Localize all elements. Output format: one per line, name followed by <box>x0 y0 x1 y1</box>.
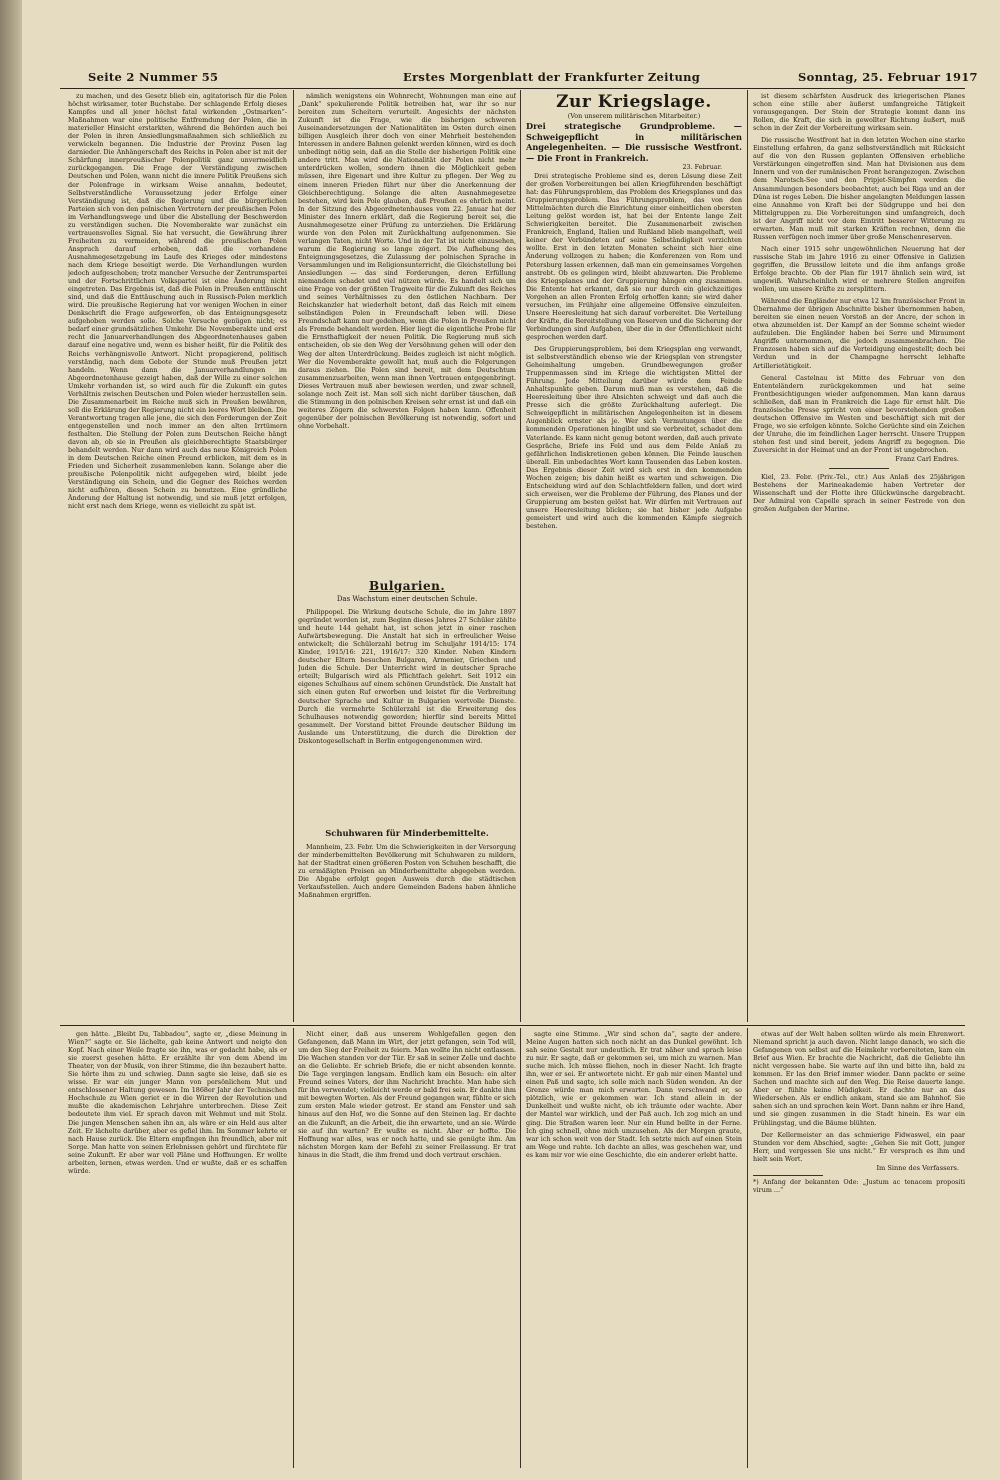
kriegslage-text-1: Drei strategische Probleme sind es, deren Lösung diese Zeit der großen Vorbereitungen bei allen Kriegführenden beschäftigt hat: das Führungsproblem, das Problem des Kriegsplanes und das Gruppierungsproblem. Das Führungsproblem, das von den Mittelmächten durch die Einrichtung einer einheitlichen obersten Leitung gelöst worden ist, hat bei der Entente lange Zeit Schwierigkeiten bereitet. Die Zusammenarbeit zwischen Frankreich, England, Italien und Rußland blieb mangelhaft, weil keiner der Verbündeten auf seine Selbständigkeit verzichten wollte. Erst in den letzten Monaten scheint sich hier eine Änderung vollzogen zu haben; die Konferenzen von Rom und Petersburg lassen erkennen, daß man ein gemeinsames Vorgehen anstrebt. Ob es gelingen wird, bleibt abzuwarten. Die Probleme des Kriegsplanes und der Gruppierung hängen eng zusammen. Die Entente hat erkannt, daß sie nur durch ein gleichzeitiges Vorgehen an allen Fronten Erfolg erhoffen kann; sie wird daher versuchen, im Frühjahr eine allgemeine Offensive einzuleiten. Unsere Heeresleitung hat sich darauf vorbereitet. Die Verteilung der Kräfte, die Bereitstellung von Reserven und die Sicherung der Verbindungen sind Aufgaben, über die in der Öffentlichkeit nicht gesprochen werden darf. <box>526 172 742 341</box>
bulgarien-subtitle: Das Wachstum einer deutschen Schule. <box>336 595 478 603</box>
kriegslage-title: Zur Kriegslage. <box>556 92 712 112</box>
column-divider <box>293 1028 294 1468</box>
kriegslage-text-2: Des Gruppierungsproblem, bei dem Kriegsplan eng verwandt, ist selbstverständlich ebenso wie der Kriegsplan von strengster Geheimhaltung umgeben. Grundbewegungen großer Truppenmassen sind im Kriege die wichtigsten Mittel der Führung. Jede Mitteilung darüber würde dem Feinde Anhaltspunkte geben. Darum muß man es verstehen, daß die Heeresleitung über ihre Absichten schweigt und daß auch die Presse sich die größte Zurückhaltung auferlegt. Die Schweigepflicht in militärischen Angelegenheiten ist in diesem Augenblick ernster als je. Wer sich Vermutungen über die kommenden Operationen hingibt und sie verbreitet, schadet dem Vaterlande. Es kann nicht genug betont werden, daß auch private Gespräche, Briefe ins Feld und aus dem Felde Anlaß zu gefährlichen Indiskretionen geben können. Die Feinde lauschen überall. Ein unbedachtes Wort kann Tausenden das Leben kosten. Das Ergebnis dieser Zeit wird sich erst in den kommenden Wochen zeigen; bis dahin heißt es warten und schweigen. Die Entscheidung wird auf den Schlachtfeldern fallen, und dort wird sich erweisen, wer die Probleme der Führung, des Planes und der Gruppierung am besten gelöst hat. Wir dürfen mit Vertrauen auf unsere Heeresleitung blicken; sie hat bisher jede Aufgabe gemeistert und wird auch die kommenden Kämpfe siegreich bestehen. <box>526 344 742 531</box>
feuilleton-rule <box>60 1025 965 1026</box>
column-4-text-1: ist diesem schärfsten Ausdruck des kriegerischen Planes schon eine stille aber äußerst umfangreiche Tätigkeit vorausgegangen. Der Stein der Strategie kommt dann ins Rollen, die Kraft, die sich in gewollter Richtung äußert, muß schon in der Zeit der Vorbereitung wirksam sein. <box>753 92 965 133</box>
article-column-4 <box>753 92 965 1020</box>
kiel-note: Kiel, 23. Febr. (Priv.-Tel., ctr.) Aus Anlaß des 25jährigen Bestehens der Marineakademie haben Vertreter der Wissenschaft und der Flotte ihre Glückwünsche dargebracht. Der Admiral von Capelle sprach in seiner Festrede von den großen Aufgaben der Marine. <box>753 473 965 514</box>
feuilleton-text-3: sagte eine Stimme. „Wir sind schon da“, sagte der andere. Meine Augen hatten sich noch nicht an das Dunkel gewöhnt. Ich sah seine Gestalt nur undeutlich. Er trat näher und sprach leise zu mir. Er sagte, daß er gekommen sei, um mich zu warnen. Man suche mich. Ich müsse fliehen, noch in dieser Nacht. Ich fragte ihn, wer er sei. Er antwortete nicht. Er gab mir einen Mantel und einen Paß und sagte, ich solle mich nach Süden wenden. An der Grenze würde man mich erwarten. Dann verschwand er, so plötzlich, wie er gekommen war. Ich stand allein in der Dunkelheit und wußte nicht, ob ich träumte oder wachte. Aber der Mantel war wirklich, und der Paß auch. Ich zog mich an und ging. Die Straßen waren leer. Nur ein Hund bellte in der Ferne. Ich ging schnell, ohne mich umzusehen. Als der Morgen graute, war ich schon weit von der Stadt. Ich setzte mich auf einen Stein am Wege und ruhte. Ich dachte an alles, was geschehen war, und es kam mir vor wie eine Geschichte, die ein anderer erlebt hatte. <box>526 1030 742 1159</box>
header-masthead: Erstes Morgenblatt der Frankfurter Zeitung <box>403 70 701 84</box>
feuilleton-text-1: gen hätte. „Bleibt Du, Tabbadou“, sagte er, „diese Meinung in Wien?“ sagte er. Sie lächelte, gab keine Antwort und neigte den Kopf. Nach einer Weile fragte sie ihn, was er gedacht habe, als er sie zuerst gesehen hätte. Er erzählte ihr von dem Abend im Theater, von der Musik, von ihrer Stimme, die ihn bezaubert hatte. Sie hörte ihm zu und schwieg. Dann sagte sie leise, daß sie es wisse. Er war ein junger Mann von persönlichem Mut und entschlossener Haltung gewesen. Im 1868er Jahr der Technischen Hochschule zu Wien geriet er in die Wirren der Revolution und mußte die akademischen Lehrjahre unterbrechen. Diese Zeit bedeutete ihm viel. Er sprach davon mit Wehmut und mit Stolz. Die jungen Menschen sahen ihn an, als wäre er ein Held aus alter Zeit. Er lächelte darüber, aber es gefiel ihm. Im Sommer kehrte er nach Hause zurück. Die Eltern empfingen ihn freundlich, aber mit Sorge. Man hatte von seinen Erlebnissen gehört und fürchtete für seine Zukunft. Er aber war voll Pläne und Hoffnungen. Er wollte arbeiten, lernen, etwas werden. Und er wußte, daß er es schaffen würde. <box>68 1030 287 1175</box>
feuilleton-column-3 <box>526 1030 742 1470</box>
footnote: *) Anfang der bekannten Ode: „Justum ac tenacem propositi virum ...“ <box>753 1177 965 1194</box>
article-column-2 <box>298 92 516 572</box>
article-column-1 <box>68 92 287 1020</box>
footnote-rule <box>753 1175 823 1176</box>
column-divider <box>747 1028 748 1468</box>
header-page-number: Seite 2 Nummer 55 <box>88 70 219 84</box>
feuilleton-column-4 <box>753 1030 965 1470</box>
bulgarien-article <box>298 578 516 1020</box>
bulgarien-title: Bulgarien. <box>368 579 445 593</box>
column-4-text-4: Während die Engländer nur etwa 12 km französischer Front in Übernahme der übrigen Abschnitte bisher übernommen haben, bereiten sie einen neuen Vorstoß an der Ancre, der schon in etwa abzumelden ist. Der Kampf an der Somme scheint wieder aufzuleben. Die Engländer haben bei Serre und Miraumont Angriffe unternommen, die jedoch zusammenbrachen. Die Franzosen haben sich auf die Verteidigung eingestellt; doch bei Verdun und in der Champagne herrscht lebhafte Artillerietätigkeit. <box>753 297 965 370</box>
schuhwaren-text: Mannheim, 23. Febr. Um die Schwierigkeiten in der Versorgung der minderbemittelten Bevölkerung mit Schuhwaren zu mildern, hat der Stadtrat einen größeren Posten von Schuhen beschafft, die zu ermäßigten Preisen an Minderbemittelte abgegeben werden. Die Abgabe erfolgt gegen Ausweis durch die städtischen Verkaufsstellen. Auch andere Gemeinden Badens haben ähnliche Maßnahmen ergriffen. <box>298 843 516 900</box>
column-2-text: nämlich wenigstens ein Wohnrecht, Wohnungen man eine auf „Dank“ spekulierende Politik betreiben hat, war ihr so nur bereiten zum Scheitern verurteilt. Angesichts der nächsten Zukunft ist die Frage, wie die bisherigen schweren Auseinandersetzungen der Nationalitäten im Osten durch einen billigen Ausgleich ihrer doch von einer Mehrheit bestehenden Interessen in andere Bahnen gelenkt werden können, wird es doch unbedingt nötig sein, daß an die Stelle der bisherigen Politik eine andere tritt. Man wird die Nationalität der Polen nicht mehr unterdrücken wollen, sondern ihnen die Möglichkeit geben müssen, ihre Eigenart und ihre Kultur zu pflegen. Der Weg zu einem inneren Frieden führt nur über die Anerkennung der Gleichberechtigung. Solange die alten Ausnahmegesetze bestehen, wird kein Pole glauben, daß Preußen es ehrlich meint. In der Sitzung des Abgeordnetenhauses vom 22. Januar hat der Minister des Innern erklärt, daß die Regierung bereit sei, die Ausnahmegesetze einer Prüfung zu unterziehen. Die Erklärung wurde von den Polen mit Zurückhaltung aufgenommen. Sie verlangen Taten, nicht Worte. Und in der Tat ist nicht einzusehen, warum die Regierung so lange zögert. Die Aufhebung des Enteignungsgesetzes, die Zulassung der polnischen Sprache in Versammlungen und im Religionsunterricht, die Gleichstellung bei Ansiedlungen — das sind Forderungen, deren Erfüllung niemandem schadet und viel nützen würde. Es handelt sich um eine Frage von der größten Tragweite für die Zukunft des Reiches und seines Verhältnisses zu den östlichen Nachbarn. Der Reichskanzler hat wiederholt betont, daß das Reich mit einem selbständigen Polen in Freundschaft leben will. Diese Freundschaft kann nur gedeihen, wenn die Polen in Preußen nicht als Fremde behandelt werden. Hier liegt die eigentliche Probe für die Ernsthaftigkeit der neuen Politik. Die Regierung muß sich entscheiden, ob sie den Weg der Versöhnung gehen will oder den Weg der alten Unterdrückung. Beides zugleich ist nicht möglich. Wer die Novemberakte gewollt hat, muß auch die Folgerungen daraus ziehen. Die Polen sind bereit, mit dem Deutschtum zusammenzuarbeiten, wenn man ihnen Vertrauen entgegenbringt. Dieses Vertrauen muß aber bewiesen werden, und zwar schnell, solange noch Zeit ist. Man soll sich nicht darüber täuschen, daß die Stimmung in den polnischen Kreisen sehr ernst ist und daß ein weiteres Zögern die schwersten Folgen haben kann. Offenheit gegenüber der polnischen Bevölkerung ist notwendig, sofort und ohne Vorbehalt. <box>298 92 516 430</box>
author-signature: Franz Carl Endres. <box>895 455 959 464</box>
kriegslage-byline: (Von unserem militärischen Mitarbeiter.) <box>567 112 701 120</box>
feuilleton-column-2 <box>298 1030 516 1470</box>
feuilleton-text-4b: Der Kellermeister an das schmierige Fidwaswel, ein paar Stunden vor dem Abschied, sagte: „Gehen Sie mit Gott, junger Herr, und vergessen Sie uns nicht.“ Er versprach es ihm und hielt sein Wort. <box>753 1130 965 1163</box>
column-4-text-3: Nach einer 1915 sehr ungewöhnlichen Neuerung hat der russische Stab im Jahre 1916 zu einer Offensive in Galizien gegriffen, die Brussilow leitete und die ihm anfangs große Erfolge brachte. Ob der Plan für 1917 ähnlich sein wird, ist ungewiß. Wahrscheinlich wird er mehrere Stellen angreifen wollen, um unsere Kräfte zu zersplittern. <box>753 244 965 294</box>
page-header <box>88 70 978 88</box>
feuilleton-text-2: Nicht einer, daß aus unserem Wohlgefallen gegen den Gefangenen, daß Mann im Wirt, der jetzt gefangen, sein Tod will, um den Sieg der Freiheit zu feiern. Man wollte ihn nicht entlassen. Die Wachen standen vor der Tür. Er saß in seiner Zelle und dachte an die Geliebte. Er schrieb Briefe, die er nicht absenden konnte. Die Tage vergingen langsam. Endlich kam ein Besuch: ein alter Freund seines Vaters, der ihm Nachricht brachte. Man habe sich für ihn verwendet; vielleicht werde er bald frei sein. Er dankte ihm mit bewegten Worten. Als der Freund gegangen war, fühlte er sich zum ersten Male wieder getrost. Er stand am Fenster und sah hinaus auf den Hof, wo die Sonne auf den Steinen lag. Er dachte an die Zukunft, an die Arbeit, die ihn erwartete, und an sie. Würde sie auf ihn warten? Er wußte es nicht. Aber er hoffte. Die Hoffnung war alles, was er noch hatte, und sie genügte ihm. Am nächsten Morgen kam der Befehl zu seiner Freilassung. Er trat hinaus in die Stadt, die ihm fremd und doch vertraut erschien. <box>298 1030 516 1159</box>
column-divider <box>520 90 521 1022</box>
feuilleton-end: Im Sinne des Verfassers. <box>876 1163 959 1172</box>
column-1-text: zu machen, und des Gesetz blieb ein, agitatorisch für die Polen höchst wirksamer, toter Buchstabe. Der schlagende Erfolg dieses Kampfes und all jener höchst fatal wirkenden „Ostmarken“-Maßnahmen war eine politische Entfremdung der Polen, die in materieller Hinsicht erstarkten, während die Behörden auch bei der Polen in ihren Ansiedlungsmaßnahmen sich schließlich zu verwickeln begannen. Die Industrie der Provinz Posen lag darnieder. Die Anhängerschaft des Reichs in Polen aber ist mit der Schärfung innerpreußischer Polenpolitik ganz unvermeidlich zurückgegangen. Die Frage der Verständigung zwischen Deutschen und Polen, wann nicht die innere Politik Preußens sich der Polenfrage in wirksam Weise annahm, bedeutet, Selbstverständliche Voraussetzung jeder Erfolge einer Verständigung ist, daß die Regierung und die bürgerlichen Parteien sich von den polnischen Vertretern der preußischen Polen im Verhandlungswege und über die Abstellung der Beschwerden zu verständigen suchen. Die Novemberakte war zunächst ein vertrauensvolles Signal. Sie hat versucht, die Gewährung ihrer Freiheiten zu vermeiden, während die preußischen Polen Anspruch darauf erhoben, daß die vorhandene Ausnahmegesetzgebung im Laufe des Krieges oder mindestens nach dem Kriege beseitigt werde. Die Verhandlungen wurden jedoch aufgeschoben; trotz mancher Versuche der Zentrumspartei und der Fortschrittlichen Volkspartei ist eine Änderung nicht eingetreten. Das Ergebnis ist, daß die Polen in Preußen enttäuscht sind, und daß die Enttäuschung auch in Russisch-Polen merklich wird. Die preußische Regierung hat vor wenigen Wochen in einer Denkschrift die Frage aufgeworfen, ob das Enteignungsgesetz aufgehoben werden solle. Solche Versuche genügen nicht; es bedarf einer grundsätzlichen Umkehr. Die Novemberakte und erst recht die Januarverhandlungen des Abgeordnetenhauses gaben darauf eine negative und, wenn es bisher heißt, für die Politik des Reichs verhängnisvolle Antwort. Nicht propagierend, politisch verständig, nach dem Gebote der Stunde muß Preußen jetzt handeln. Wenn dann die Januarverhandlungen im Abgeordnetenhause gezeigt haben, daß der Wille zu einer solchen Umkehr vorhanden ist, so wird auch für die Zukunft ein gutes Verhältnis zwischen Deutschen und Polen wieder herzustellen sein. Die Zusammenarbeit im Reiche muß sich in Preußen bewähren, soll die Erklärung der Regierung nicht ein leeres Wort bleiben. Die Verantwortung tragen alle jene, die sich den Forderungen der Zeit entgegenstellen und noch immer an den alten Irrtümern festhalten. Die Stellung der Polen zum Deutschen Reiche hängt davon ab, ob sie in Preußen als gleichberechtigte Staatsbürger behandelt werden. Nur dann wird auch das neue Königreich Polen in dem Deutschen Reiche einen Freund erblicken, mit dem es in Frieden und Sicherheit zusammenleben kann. Solange aber die preußische Polenpolitik nicht aufgegeben wird, bleibt jede Verständigung ein Schein, und die Gegner des Reiches werden nicht aufhören, diesen Schein zu benutzen. Eine gründliche Änderung der Haltung ist notwendig, und sie muß jetzt erfolgen, nicht erst nach dem Kriege, wenn es vielleicht zu spät ist. <box>68 92 287 511</box>
kriegslage-article <box>526 92 742 1020</box>
column-divider <box>293 90 294 1022</box>
header-date: Sonntag, 25. Februar 1917 <box>798 70 978 84</box>
column-divider <box>520 1028 521 1468</box>
column-4-text-2: Die russische Westfront hat in den letzten Wochen eine starke Einstellung erfahren, da ganz selbstverständlich mit Rücksicht auf die von den Russen geplanten Offensiven erhebliche Verstärkungen eingetroffen sind. Man hat Divisionen aus dem Innern und von der rumänischen Front herangezogen. Zwischen dem Narotsch-See und den Pripjet-Sümpfen werden die Ansammlungen besonders beobachtet; auch bei Riga und an der Düna ist reges Leben. Die bisher angelangten Meldungen lassen eine Annahme von Kraft bei der Südgruppe und bei den Mittelgruppen zu. Die Vorbereitungen sind umfangreich, doch ist der Angriff nicht vor dem Eintritt besserer Witterung zu erwarten. Man muß mit starken Kräften rechnen, denn die Russen verfügen noch immer über große Menschenreserven. <box>753 136 965 241</box>
feuilleton-text-4: etwas auf der Welt haben sollten würde als mein Ehrenwort. Niemand spricht ja auch davon. Nicht lange danach, wo sich die Gefangenen von selbst auf die Heimkehr vorbereiteten, kam ein Brief aus Wien. Er brachte die Nachricht, daß die Geliebte ihn nicht vergessen habe. Sie warte auf ihn und bitte ihn, bald zu kommen. Er las den Brief immer wieder. Dann packte er seine Sachen und machte sich auf den Weg. Die Reise dauerte lange. Aber er fühlte keine Müdigkeit. Er dachte nur an das Wiedersehen. Als er endlich ankam, stand sie am Bahnhof. Sie sahen sich an und sprachen kein Wort. Dann nahm er ihre Hand, und sie gingen zusammen in die Stadt hinein. Es war ein Frühlingstag, und die Bäume blühten. <box>753 1030 965 1127</box>
kriegslage-dateline: 23. Februar. <box>682 163 722 171</box>
section-rule <box>829 468 889 469</box>
feuilleton-column-1 <box>68 1030 287 1470</box>
kriegslage-deck: Drei strategische Grundprobleme. — Schweigepflicht in militärischen Angelegenheiten. — Die russische Westfront. — Die Front in Frankreich. <box>526 121 742 163</box>
header-rule <box>60 88 965 89</box>
schuhwaren-title: Schuhwaren für Minderbemittelte. <box>325 828 489 838</box>
column-divider <box>747 90 748 1022</box>
bulgarien-text: Philippopel. Die Wirkung deutsche Schule, die im Jahre 1897 gegründet worden ist, zum Beginn dieses Jahres 27 Schüler zählte und heute 144 gehabt hat, ist schon jetzt in einer raschen Aufwärtsbewegung. Die Anstalt hat sich in erfreulicher Weise entwickelt; die Schülerzahl betrug im Schuljahr 1914/15: 174 Kinder, 1915/16: 221, 1916/17: 320 Kinder. Neben Kindern deutscher Eltern besuchen Bulgaren, Armenier, Griechen und Juden die Schule. Der Unterricht wird in deutscher Sprache erteilt; Bulgarisch wird als Pflichtfach gelehrt. Seit 1912 ein eigenes Schulhaus auf einem schönen Grundstück. Die Anstalt hat sich einen guten Ruf erworben und leistet für die Verbreitung deutscher Sprache und Kultur in Bulgarien wertvolle Dienste. Durch die vermehrte Schülerzahl ist die Erweiterung des Schulhauses notwendig geworden; hierfür sind bereits Mittel gesammelt. Der Vorstand bittet Freunde deutscher Bildung im Auslande um Unterstützung, die durch die Direktion der Diskontogesellschaft in Berlin entgegengenommen wird. <box>298 608 516 745</box>
column-4-text-5: General Castelnau ist Mitte des Februar von den Ententeländern zurückgekommen und hat seine Frontbesichtigungen wieder aufgenommen. Man kann daraus schließen, daß man in Frankreich die Lage für ernst hält. Die französische Presse spricht von einer bevorstehenden großen deutschen Offensive im Westen und beschäftigt sich mit der Frage, wo sie erfolgen könnte. Solche Gerüchte sind ein Zeichen der Unruhe, die im feindlichen Lager herrscht. Unsere Truppen stehen fest und sind bereit, jedem Angriff zu begegnen. Die Zuversicht in der Heimat und an der Front ist ungebrochen. <box>753 373 965 454</box>
